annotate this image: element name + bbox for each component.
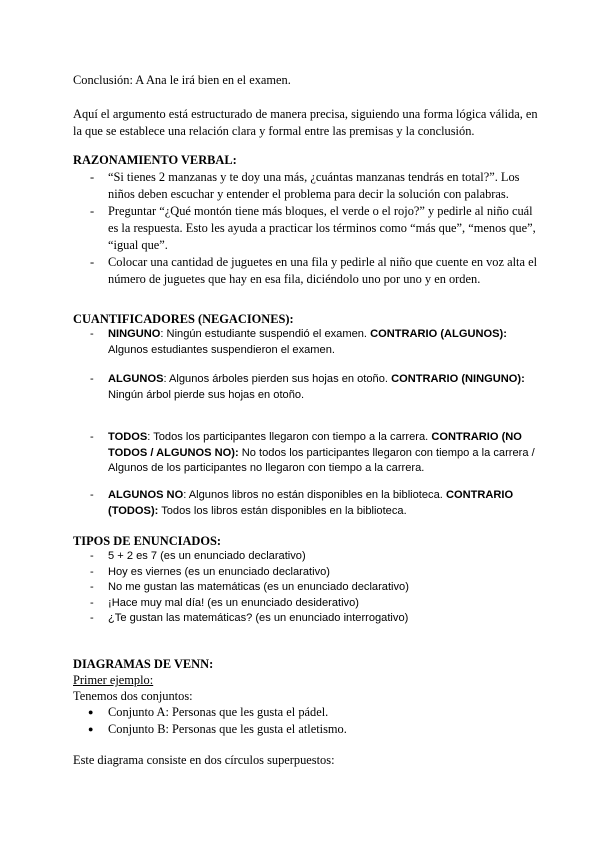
dash-marker: - [90,373,94,385]
list-item-text: Colocar una cantidad de juguetes en una fila y pedirle al niño que cuente en voz alta el número de juguetes que hay en esa fila, diciéndolo uno por uno y en orden. [108,255,538,286]
list-item-text: “Si tienes 2 manzanas y te doy una más, ¿cuántas manzanas tendrás en total?”. Los niños deben escuchar y entender el problema para decir la solución con palabras. [108,170,520,201]
list-item [73,596,543,612]
quantifier-contrary: CONTRARIO (NO TODOS / ALGUNOS NO): [108,431,522,459]
quantifier-example: : Algunos libros no están disponibles en la biblioteca. [183,489,446,501]
list-item [73,203,543,254]
dash-marker: - [90,204,95,218]
dash-marker: - [90,431,94,443]
dash-marker: - [90,612,94,624]
venn-lead: Tenemos dos conjuntos: [73,689,193,703]
list-item [73,565,543,581]
conclusion-paragraph: Conclusión: A Ana le irá bien en el examen. [73,73,291,87]
quantifier-contrary-example: Todos los libros están disponibles en la biblioteca. [158,504,407,517]
list-item [73,169,543,203]
quantifier-contrary: CONTRARIO (TODOS): [108,489,514,517]
dash-marker: - [90,255,95,269]
list-item-text: Conjunto B: Personas que les gusta el atletismo. [108,722,347,736]
list-item [73,327,543,358]
quantifier-term: ALGUNOS NO [108,489,184,501]
bullet-marker: ● [88,707,94,717]
intro-paragraph: Aquí el argumento está estructurado de manera precisa, siguiendo una forma lógica válida, en la que se establece una relación clara y formal entre las premisas y la conclusión. [73,107,538,138]
venn-subtitle [73,672,543,689]
cuantificadores-list-2 [73,372,543,403]
list-item-text: Hoy es viernes (es un enunciado declarativo) [108,565,330,578]
list-item-text: ¡Hace muy mal día! (es un enunciado desiderativo) [108,596,359,609]
quantifier-term: TODOS [108,431,148,443]
list-item [73,721,543,738]
list-item [73,430,543,477]
quantifier-contrary-example: Algunos estudiantes suspendieron el examen. [108,343,335,356]
cuantificadores-list-4 [73,488,543,519]
list-item [73,704,543,721]
dash-marker: - [90,550,94,562]
quantifier-example: : Algunos árboles pierden sus hojas en otoño. [163,373,392,385]
venn-list [73,704,543,738]
tipos-heading: TIPOS DE ENUNCIADOS: [73,534,222,548]
quantifier-contrary: CONTRARIO (ALGUNOS): [370,328,507,340]
quantifier-example: : Ningún estudiante suspendió el examen. [160,328,371,340]
list-item [73,488,543,519]
razonamiento-list [73,169,543,288]
list-item [73,580,543,596]
list-item-text: 5 + 2 es 7 (es un enunciado declarativo) [108,550,306,562]
quantifier-contrary: CONTRARIO (NINGUNO): [391,373,525,385]
dash-marker: - [90,489,94,501]
cuantificadores-heading: CUANTIFICADORES (NEGACIONES): [73,312,294,326]
list-item-text: ¿Te gustan las matemáticas? (es un enunciado interrogativo) [108,612,409,624]
quantifier-term: NINGUNO [108,328,161,340]
dash-marker: - [90,328,94,340]
dash-marker: - [90,596,94,609]
venn-closing: Este diagrama consiste en dos círculos superpuestos: [73,753,335,767]
razonamiento-heading: RAZONAMIENTO VERBAL: [73,153,237,167]
tipos-list [73,549,543,627]
list-item [73,549,543,565]
dash-marker: - [90,565,94,578]
quantifier-contrary-example: Ningún árbol pierde sus hojas en otoño. [108,388,305,401]
list-item [73,611,543,627]
list-item-text: Preguntar “¿Qué montón tiene más bloques, el verde o el rojo?” y pedirle al niño cuál es la respuesta. Esto les ayuda a practicar los términos como “más que”, “menos que”, “igual que”. [108,204,536,252]
quantifier-example: : Todos los participantes llegaron con tiempo a la carrera. [147,431,432,443]
list-item [73,254,543,288]
quantifier-contrary-example: No todos los participantes llegaron con tiempo a la carrera / Algunos de los participantes no llegaron con tiempo a la carrera. [108,446,535,474]
dash-marker: - [90,170,95,184]
cuantificadores-list-3 [73,430,543,477]
venn-subtitle-text: Primer ejemplo: [73,673,154,687]
list-item-text: Conjunto A: Personas que les gusta el pádel. [108,705,329,719]
dash-marker: - [90,581,94,593]
bullet-marker: ● [88,724,94,734]
venn-heading: DIAGRAMAS DE VENN: [73,657,214,671]
quantifier-term: ALGUNOS [108,373,164,385]
list-item-text: No me gustan las matemáticas (es un enunciado declarativo) [108,581,409,593]
cuantificadores-list-1 [73,327,543,358]
list-item [73,372,543,403]
